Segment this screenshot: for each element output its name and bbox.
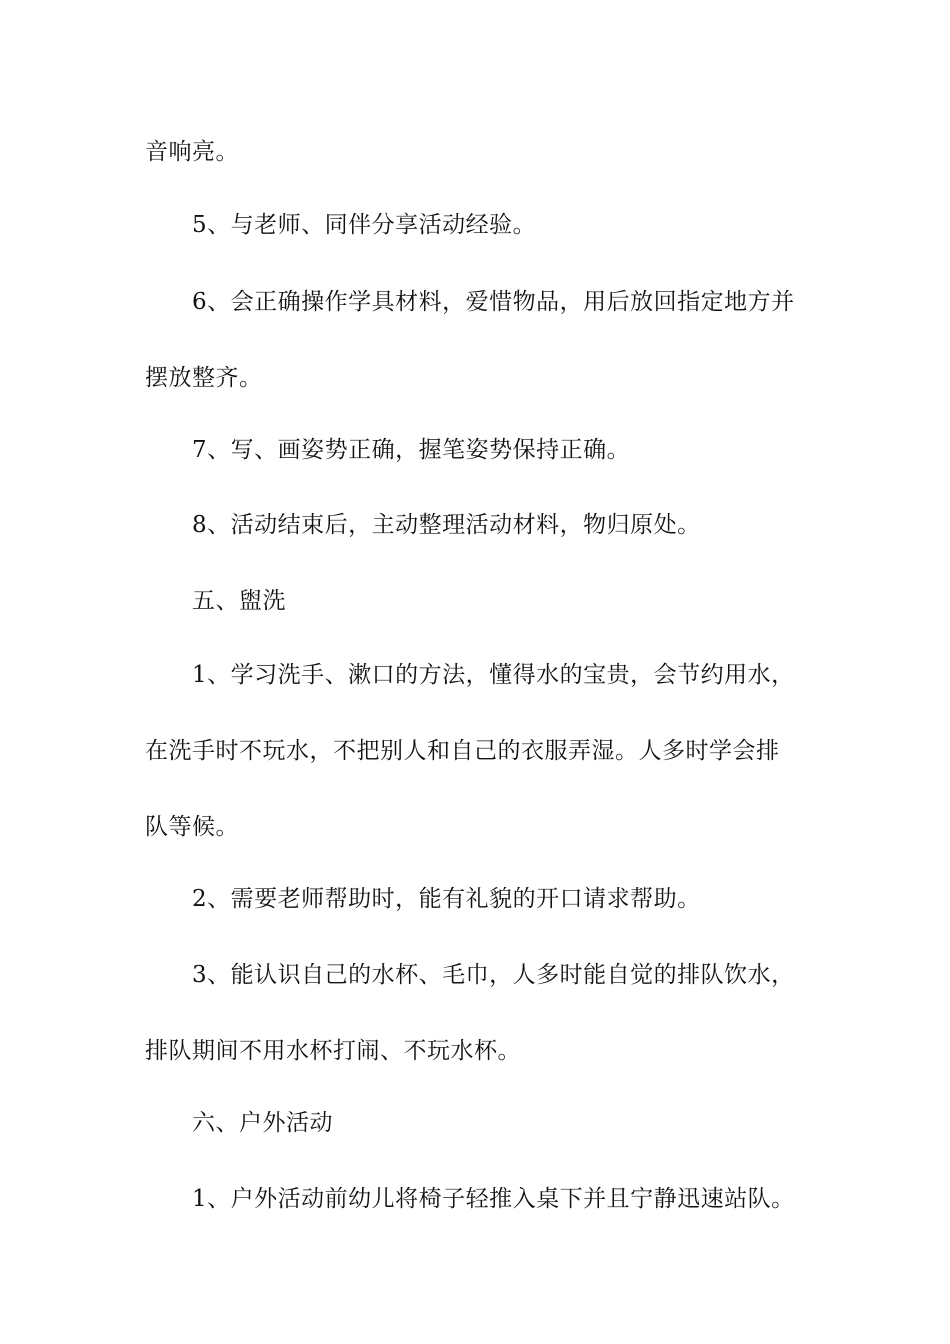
washing-item-1-continuation-2: 队等候。 <box>145 814 239 840</box>
washing-item-3-continuation: 排队期间不用水杯打闹、不玩水杯。 <box>145 1038 521 1064</box>
outdoor-item-1: 1、户外活动前幼儿将椅子轻推入桌下并且宁静迅速站队。 <box>192 1186 795 1212</box>
item-5: 5、与老师、同伴分享活动经验。 <box>192 212 537 238</box>
item-8: 8、活动结束后，主动整理活动材料，物归原处。 <box>192 512 701 538</box>
item-6: 6、会正确操作学具材料，爱惜物品，用后放回指定地方并 <box>192 289 795 315</box>
washing-item-1: 1、学习洗手、漱口的方法，懂得水的宝贵，会节约用水， <box>192 662 795 688</box>
item-7: 7、写、画姿势正确，握笔姿势保持正确。 <box>192 437 631 463</box>
washing-item-3: 3、能认识自己的水杯、毛巾，人多时能自觉的排队饮水， <box>192 962 795 988</box>
section-heading-washing: 五、盥洗 <box>192 588 286 614</box>
item-6-continuation: 摆放整齐。 <box>145 365 263 391</box>
paragraph-continuation: 音响亮。 <box>145 139 239 165</box>
washing-item-1-continuation: 在洗手时不玩水，不把别人和自己的衣服弄湿。人多时学会排 <box>145 738 780 764</box>
washing-item-2: 2、需要老师帮助时，能有礼貌的开口请求帮助。 <box>192 886 701 912</box>
section-heading-outdoor: 六、户外活动 <box>192 1110 333 1136</box>
